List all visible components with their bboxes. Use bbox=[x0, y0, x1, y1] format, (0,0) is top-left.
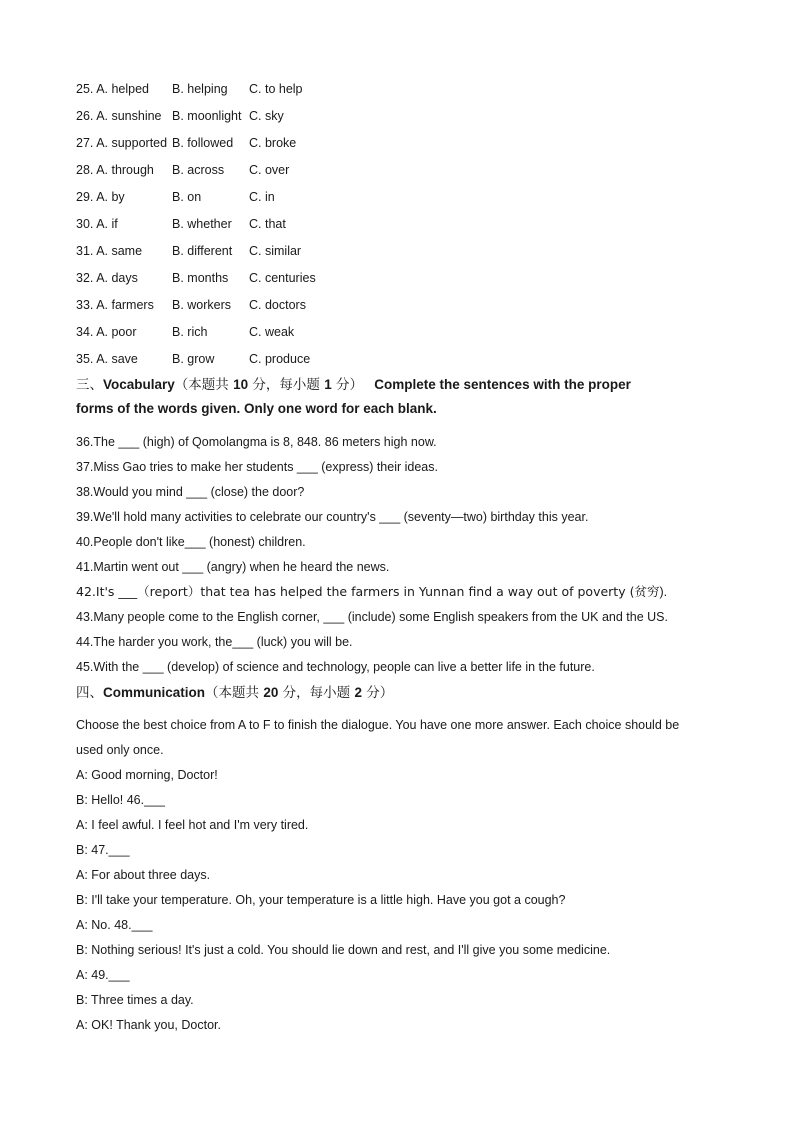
option-b: B. whether bbox=[172, 217, 232, 231]
vocabulary-section-heading: 三、Vocabulary（本题共 10 分，每小题 1 分） Complete the sentences with the proper bbox=[76, 377, 631, 393]
option-a: A. days bbox=[96, 271, 138, 285]
option-c: C. centuries bbox=[249, 271, 316, 285]
option-c: C. broke bbox=[249, 136, 297, 150]
option-b: B. across bbox=[172, 163, 225, 177]
option-a: A. if bbox=[96, 217, 118, 231]
vocab-question: 36.The ___ (high) of Qomolangma is 8, 848. 86 meters high now. bbox=[76, 435, 437, 449]
option-a: A. farmers bbox=[96, 298, 154, 312]
option-b: B. followed bbox=[172, 136, 234, 150]
question-number: 33. bbox=[76, 298, 94, 312]
communication-section-heading: 四、Communication（本题共 20 分，每小题 2 分） bbox=[76, 685, 394, 701]
option-b: B. rich bbox=[172, 325, 208, 339]
option-b: B. grow bbox=[172, 352, 215, 366]
dialogue-line: B: 47.___ bbox=[76, 843, 130, 857]
option-a: A. poor bbox=[96, 325, 137, 339]
section-prefix: 三、 bbox=[76, 377, 103, 393]
vocab-question: 38.Would you mind ___ (close) the door? bbox=[76, 485, 305, 499]
option-a: A. helped bbox=[96, 82, 150, 96]
option-c: C. sky bbox=[249, 109, 284, 123]
section-prefix: 四、 bbox=[76, 685, 103, 701]
option-c: C. doctors bbox=[249, 298, 306, 312]
section-instruction: Complete the sentences with the proper bbox=[374, 377, 631, 392]
vocab-question: 44.The harder you work, the___ (luck) you will be. bbox=[76, 635, 353, 649]
question-number: 30. bbox=[76, 217, 94, 231]
question-number: 34. bbox=[76, 325, 94, 339]
dialogue-line: B: Nothing serious! It's just a cold. You should lie down and rest, and I'll give you some medicine. bbox=[76, 943, 611, 957]
question-number: 32. bbox=[76, 271, 94, 285]
question-number: 28. bbox=[76, 163, 94, 177]
option-b: B. helping bbox=[172, 82, 228, 96]
option-c: C. to help bbox=[249, 82, 303, 96]
vocab-question: 45.With the ___ (develop) of science and technology, people can live a better life in the future. bbox=[76, 660, 595, 674]
option-c: C. over bbox=[249, 163, 290, 177]
communication-instruction: Choose the best choice from A to F to finish the dialogue. You have one more answer. Each choice should be bbox=[76, 718, 680, 732]
question-number: 26. bbox=[76, 109, 94, 123]
option-a: A. same bbox=[96, 244, 143, 258]
vocab-question: 40.People don't like___ (honest) children. bbox=[76, 535, 306, 549]
dialogue-line: B: Three times a day. bbox=[76, 993, 194, 1007]
vocab-question: 43.Many people come to the English corner, ___ (include) some English speakers from the UK and the US. bbox=[76, 610, 668, 624]
option-b: B. months bbox=[172, 271, 229, 285]
dialogue-line: A: Good morning, Doctor! bbox=[76, 768, 218, 782]
option-c: C. produce bbox=[249, 352, 311, 366]
option-c: C. similar bbox=[249, 244, 302, 258]
vocab-question: 37.Miss Gao tries to make her students ___ (express) their ideas. bbox=[76, 460, 438, 474]
question-number: 27. bbox=[76, 136, 94, 150]
dialogue-line: A: OK! Thank you, Doctor. bbox=[76, 1018, 221, 1032]
vocab-question: 39.We'll hold many activities to celebrate our country's ___ (seventy—two) birthday this year. bbox=[76, 510, 589, 524]
option-a: A. through bbox=[96, 163, 154, 177]
dialogue-line: B: I'll take your temperature. Oh, your temperature is a little high. Have you got a cough? bbox=[76, 893, 566, 907]
option-b: B. workers bbox=[172, 298, 232, 312]
question-number: 31. bbox=[76, 244, 94, 258]
option-a: A. sunshine bbox=[96, 109, 162, 123]
dialogue-line: A: For about three days. bbox=[76, 868, 211, 882]
question-number: 29. bbox=[76, 190, 94, 204]
dialogue-line: A: I feel awful. I feel hot and I'm very tired. bbox=[76, 818, 309, 832]
section-title: Communication bbox=[103, 685, 206, 700]
option-a: A. by bbox=[96, 190, 125, 204]
option-b: B. on bbox=[172, 190, 202, 204]
section-title: Vocabulary bbox=[103, 377, 175, 392]
option-a: A. supported bbox=[96, 136, 168, 150]
option-b: B. moonlight bbox=[172, 109, 242, 123]
option-c: C. weak bbox=[249, 325, 295, 339]
section-instruction: forms of the words given. Only one word for each blank. bbox=[76, 401, 437, 416]
option-b: B. different bbox=[172, 244, 233, 258]
question-number: 25. bbox=[76, 82, 94, 96]
vocab-question: 42.It's ___（report）that tea has helped the farmers in Yunnan find a way out of poverty (贫穷). bbox=[76, 584, 668, 599]
option-a: A. save bbox=[96, 352, 138, 366]
dialogue-line: B: Hello! 46.___ bbox=[76, 793, 165, 807]
question-number: 35. bbox=[76, 352, 94, 366]
option-c: C. that bbox=[249, 217, 286, 231]
option-c: C. in bbox=[249, 190, 275, 204]
dialogue-line: A: 49.___ bbox=[76, 968, 130, 982]
dialogue-line: A: No. 48.___ bbox=[76, 918, 153, 932]
vocab-question: 41.Martin went out ___ (angry) when he heard the news. bbox=[76, 560, 390, 574]
communication-instruction: used only once. bbox=[76, 743, 164, 757]
